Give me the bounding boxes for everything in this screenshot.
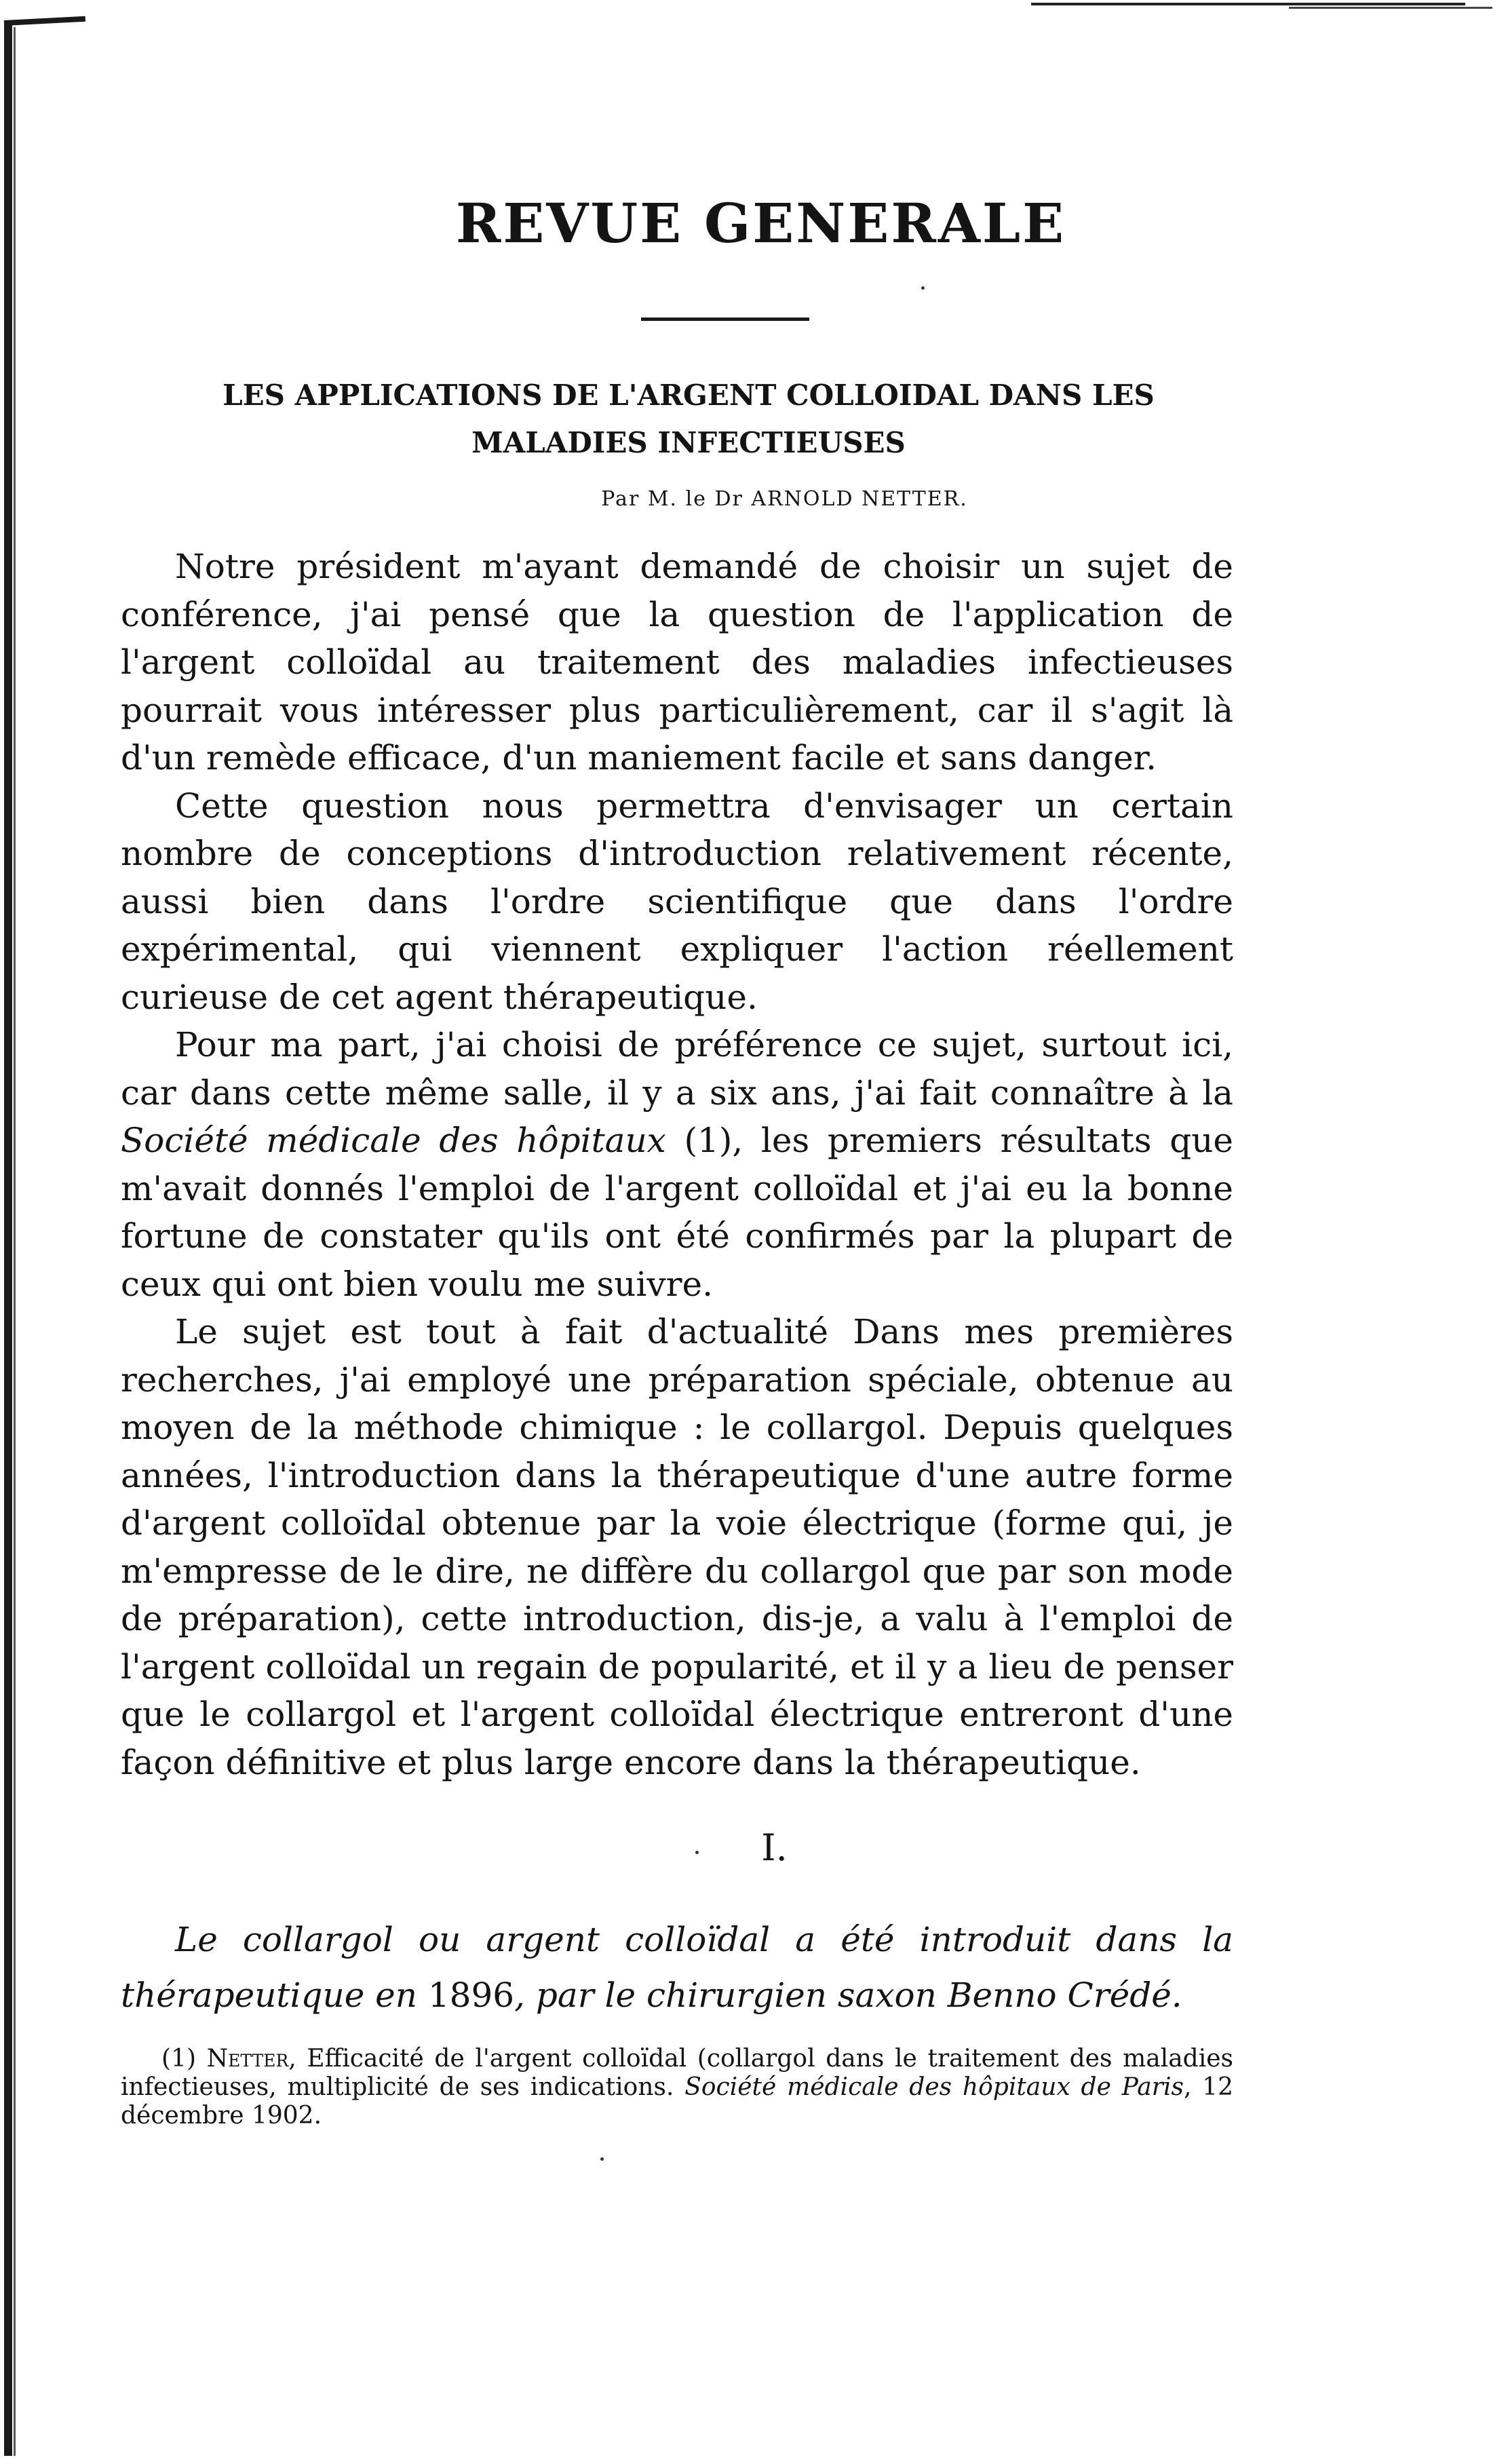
footnote: [121, 2045, 1233, 2130]
summary-text: , par le chirurgien saxon Benno Crédé.: [514, 1976, 1182, 2015]
title-rule: [641, 317, 809, 321]
speck: [921, 286, 925, 290]
binding-edge: [4, 20, 12, 2456]
footnote-marker: (1): [161, 2045, 196, 2073]
society-name: Société médicale des hôpitaux: [121, 1121, 666, 1160]
speck: [695, 1851, 699, 1854]
top-rule: [1031, 3, 1465, 5]
summary-year: 1896: [427, 1976, 515, 2015]
article-title: LES APPLICATIONS DE L'ARGENT COLLOIDAL DANS LES MALADIES INFECTIEUSES: [223, 379, 1155, 459]
paragraph: Cette question nous permettra d'envisager un certain nombre de conceptions d'introduction relativement récente, aussi bien dans l'ordre scientifique que dans l'ordre expérimental, qui viennent expliquer l'action réellement curieuse de cet agent thérapeutique.: [121, 786, 1233, 1017]
article-byline: Par M. le Dr ARNOLD NETTER.: [601, 487, 968, 511]
section-summary: [121, 1912, 1233, 2023]
summary-text: Le collargol ou argent colloïdal a été introduit dans la thérapeutique en: [121, 1920, 1233, 2015]
paragraph-text: (1), les premiers résultats que m'avait donnés l'emploi de l'argent colloïdal et j'ai eu la bonne fortune de constater qu'ils ont été confirmés par la plupart de ceux qui ont bien voulu me suivre.: [121, 1121, 1233, 1304]
paragraph: Notre président m'ayant demandé de choisir un sujet de conférence, j'ai pensé que la question de l'application de l'argent colloïdal au traitement des maladies infectieuses pourrait vous intéresser plus particulièrement, car il s'agit là d'un remède efficace, d'un maniement facile et sans danger.: [121, 547, 1233, 777]
paragraph: [121, 1021, 1233, 1308]
speck: [600, 2157, 604, 2161]
footnote-text: , Efficacité de l'argent colloïdal (collargol dans le traitement des maladies infectieuses, multiplicité de ses indications.: [121, 2045, 1233, 2101]
section-number: I.: [761, 1826, 788, 1869]
paragraph-text: Pour ma part, j'ai choisi de préférence ce sujet, surtout ici, car dans cette même salle, il y a six ans, j'ai fait connaître à la: [121, 1025, 1233, 1113]
footnote-date: , 12 décembre 1902.: [121, 2073, 1233, 2130]
top-rule-secondary: [1289, 7, 1492, 9]
binding-edge-line: [14, 27, 16, 2456]
article-body: [121, 543, 1233, 1786]
footnote-author: Netter: [206, 2045, 289, 2073]
footnote-journal: Société médicale des hôpitaux de Paris: [684, 2073, 1184, 2101]
binding-corner: [4, 16, 85, 26]
journal-section-title: REVUE GENERALE: [455, 191, 1066, 255]
paragraph: Le sujet est tout à fait d'actualité Dans mes premières recherches, j'ai employé une préparation spéciale, obtenue au moyen de la méthode chimique : le collargol. Depuis quelques années, l'introduction dans la thérapeutique d'une autre forme d'argent colloïdal obtenue par la voie électrique (forme qui, je m'empresse de le dire, ne diffère du collargol que par son mode de préparation), cette introduction, dis-je, a valu à l'emploi de l'argent colloïdal un regain de popularité, et il y a lieu de penser que le collargol et l'argent colloïdal électrique entreront d'une façon définitive et plus large encore dans la thérapeutique.: [121, 1312, 1233, 1782]
